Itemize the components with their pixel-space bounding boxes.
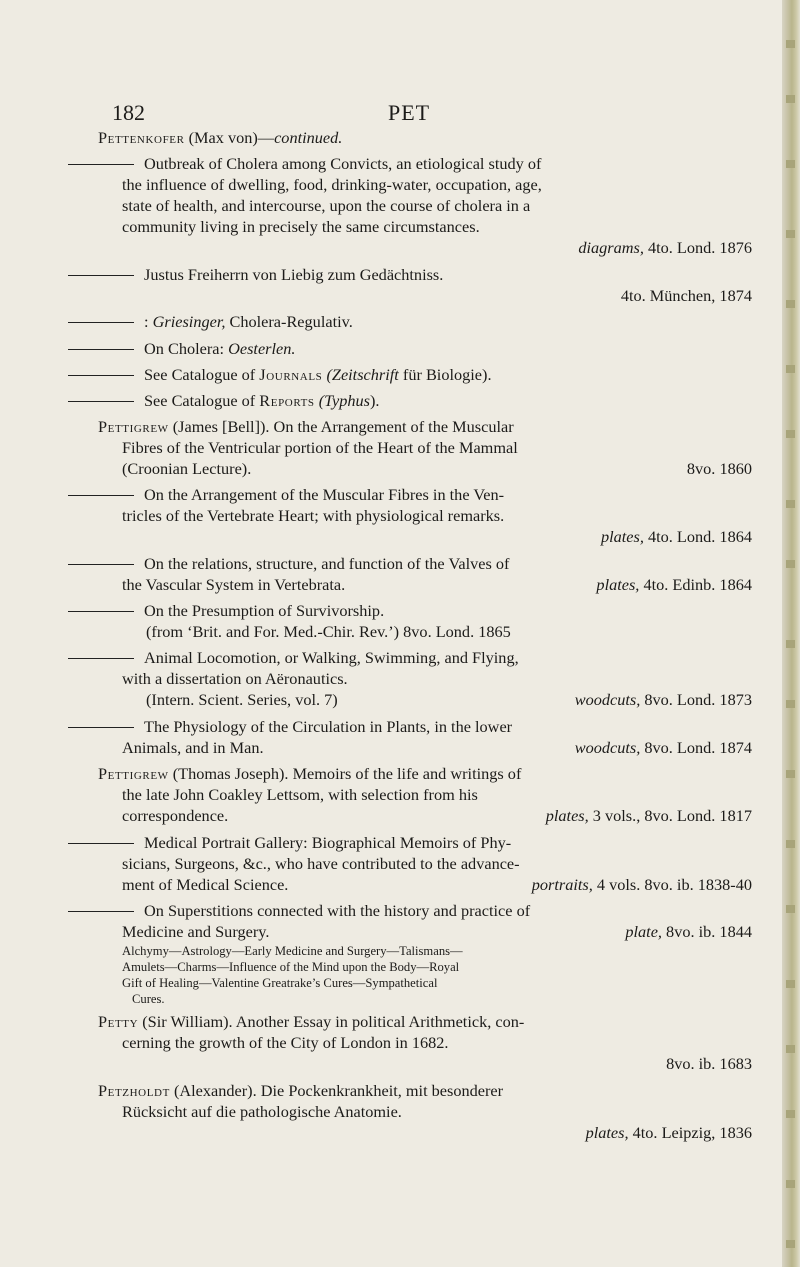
entry-text: On the Arrangement of the Muscular Fibres in the Ven- (144, 485, 505, 504)
entry-text: state of health, and intercourse, upon the course of cholera in a (122, 196, 531, 215)
page-number: 182 (112, 100, 145, 125)
entry-text: On the relations, structure, and function of the Valves of (144, 554, 510, 573)
imprint-text: 8vo. ib. 1844 (661, 922, 752, 941)
entry-text: with a dissertation on Aëronautics. (122, 669, 348, 688)
imprint-text: 4to. Lond. 1864 (643, 527, 752, 546)
entry-line (122, 437, 518, 458)
entry-line (68, 716, 512, 737)
edge-mark (786, 500, 795, 508)
imprint-text: 4to. Lond. 1876 (643, 238, 752, 257)
entry-text: the Vascular System in Vertebrata. (122, 575, 346, 594)
entry-text: Cholera-Regulativ. (225, 312, 353, 331)
entry-text: the influence of dwelling, food, drinking-water, occupation, age, (122, 175, 542, 194)
small-caps-text: Reports (259, 391, 315, 410)
edge-mark (786, 770, 795, 778)
entry-text: Rücksicht auf die pathologische Anatomie. (122, 1102, 402, 1121)
edge-mark (786, 1240, 795, 1248)
entry-text: (Croonian Lecture). (122, 459, 252, 478)
ditto-rule (68, 495, 134, 496)
ditto-rule (68, 658, 134, 659)
entry-text: für Biologie). (398, 365, 492, 384)
entry-line (68, 153, 541, 174)
page-edge (782, 0, 800, 1267)
italic-text: Oesterlen. (228, 339, 296, 358)
imprint-group (625, 921, 752, 942)
italic-text: plates, (600, 527, 644, 546)
imprint-group (575, 689, 752, 710)
entry-line (122, 458, 251, 479)
italic-text: continued. (274, 128, 343, 147)
entry-line (68, 647, 519, 668)
italic-text: plates, (585, 1123, 629, 1142)
entry-text: (from ‘Brit. and For. Med.-Chir. Rev.’) 8vo. Lond. 1865 (146, 622, 511, 641)
ditto-rule (68, 911, 134, 912)
author-name: Pettigrew (98, 417, 169, 436)
italic-text: woodcuts, (574, 690, 641, 709)
author-name: Pettigrew (98, 764, 169, 783)
edge-mark (786, 95, 795, 103)
edge-mark (786, 560, 795, 568)
imprint-group (532, 874, 752, 895)
italic-text: woodcuts, (574, 738, 641, 757)
page-header (0, 100, 782, 130)
italic-text: plates, (596, 575, 640, 594)
entry-line (122, 505, 504, 526)
italic-text: Griesinger, (152, 312, 226, 331)
entry-text: cerning the growth of the City of London in 1682. (122, 1033, 449, 1052)
entry-text: Animal Locomotion, or Walking, Swimming, and Flying, (144, 648, 519, 667)
entry-line (68, 390, 379, 411)
entry-text: correspondence. (122, 806, 229, 825)
entry-line (122, 1032, 448, 1053)
edge-mark (786, 1045, 795, 1053)
edge-mark (786, 40, 795, 48)
entry-line (666, 1053, 752, 1074)
author-name: Petty (98, 1012, 139, 1031)
contents-note (122, 943, 463, 959)
imprint-group (687, 458, 752, 479)
entry-heading (98, 127, 342, 148)
entry-text: (Thomas Joseph). Memoirs of the life and writings of (168, 764, 522, 783)
italic-text: (Typhus (314, 391, 370, 410)
edge-mark (786, 430, 795, 438)
imprint-text: 8vo. Lond. 1874 (640, 738, 752, 757)
entry-text: ment of Medical Science. (122, 875, 289, 894)
entry-line (601, 526, 752, 547)
edge-mark (786, 1180, 795, 1188)
imprint-group (546, 805, 752, 826)
entry-line (122, 921, 269, 942)
entry-text: tricles of the Vertebrate Heart; with physiological remarks. (122, 506, 505, 525)
ditto-rule (68, 349, 134, 350)
entry-text: (Max von)— (184, 128, 275, 147)
ditto-rule (68, 727, 134, 728)
entry-text: (James [Bell]). On the Arrangement of the Muscular (168, 417, 514, 436)
entry-line (122, 668, 348, 689)
edge-mark (786, 905, 795, 913)
entry-text: On the Presumption of Survivorship. (144, 601, 385, 620)
entry-text: On Cholera: (144, 339, 229, 358)
imprint-text: 4to. München, 1874 (620, 286, 752, 305)
entry-line (68, 600, 384, 621)
ditto-rule (68, 843, 134, 844)
entry-text: Fibres of the Ventricular portion of the Heart of the Mammal (122, 438, 518, 457)
running-head: PET (388, 100, 431, 125)
entry-text: community living in precisely the same circumstances. (122, 217, 480, 236)
entry-line (68, 338, 295, 359)
entry-text: Outbreak of Cholera among Convicts, an etiological study of (144, 154, 542, 173)
italic-text: plate, (625, 922, 662, 941)
edge-mark (786, 365, 795, 373)
entry-text: Justus Freiherrn von Liebig zum Gedächtniss. (144, 265, 444, 284)
entry-text: ). (369, 391, 380, 410)
entry-line (122, 174, 542, 195)
imprint-text: 3 vols., 8vo. Lond. 1817 (588, 806, 752, 825)
entry-text: See Catalogue of (144, 391, 260, 410)
ditto-rule (68, 564, 134, 565)
entry-text: the late John Coakley Lettsom, with selection from his (122, 785, 478, 804)
entry-text: The Physiology of the Circulation in Plants, in the lower (144, 717, 513, 736)
entry-text: On Superstitions connected with the history and practice of (144, 901, 531, 920)
imprint-group (596, 574, 752, 595)
edge-mark (786, 160, 795, 168)
entry-line (146, 621, 511, 642)
note-text: Gift of Healing—Valentine Greatrake’s Cures—Sympathetical (122, 976, 438, 990)
entry-line (621, 285, 752, 306)
entry-line (68, 264, 443, 285)
italic-text: portraits, (531, 875, 593, 894)
ditto-rule (68, 401, 134, 402)
edge-mark (786, 300, 795, 308)
entry-line (122, 874, 288, 895)
imprint-group (575, 737, 752, 758)
italic-text: (Zeitschrift (322, 365, 399, 384)
note-text: Alchymy—Astrology—Early Medicine and Surgery—Talismans— (122, 944, 463, 958)
imprint-text: 4to. Edinb. 1864 (639, 575, 752, 594)
entry-line (122, 853, 520, 874)
entry-line (122, 574, 345, 595)
entry-text: (Sir William). Another Essay in political Arithmetick, con- (138, 1012, 525, 1031)
ditto-rule (68, 375, 134, 376)
entry-line (122, 784, 478, 805)
contents-note (122, 959, 459, 975)
entry-line (122, 195, 530, 216)
entry-heading (98, 1080, 503, 1101)
edge-mark (786, 700, 795, 708)
contents-note (122, 975, 437, 991)
entry-text: Medical Portrait Gallery: Biographical Memoirs of Phy- (144, 833, 512, 852)
edge-mark (786, 640, 795, 648)
edge-mark (786, 840, 795, 848)
edge-mark (786, 980, 795, 988)
entry-line (68, 484, 504, 505)
entry-text: (Alexander). Die Pockenkrankheit, mit besonderer (169, 1081, 504, 1100)
author-name: Petzholdt (98, 1081, 170, 1100)
entry-line (68, 311, 353, 332)
note-text: Amulets—Charms—Influence of the Mind upon the Body—Royal (122, 960, 460, 974)
author-name: Pettenkofer (98, 128, 185, 147)
entry-line (122, 805, 228, 826)
imprint-text: 4 vols. 8vo. ib. 1838-40 (592, 875, 752, 894)
entry-text: sicians, Surgeons, &c., who have contributed to the advance- (122, 854, 520, 873)
entry-text: Medicine and Surgery. (122, 922, 270, 941)
entry-line (146, 689, 338, 710)
imprint-text: 8vo. ib. 1683 (666, 1054, 752, 1073)
entry-line (122, 1101, 402, 1122)
edge-mark (786, 1110, 795, 1118)
entry-text: See Catalogue of (144, 365, 260, 384)
ditto-rule (68, 275, 134, 276)
ditto-rule (68, 322, 134, 323)
ditto-rule (68, 164, 134, 165)
entry-line (68, 364, 492, 385)
ditto-rule (68, 611, 134, 612)
italic-text: plates, (545, 806, 589, 825)
entry-text: Animals, and in Man. (122, 738, 264, 757)
imprint-text: 8vo. Lond. 1873 (640, 690, 752, 709)
entry-line (122, 216, 480, 237)
imprint-text: 4to. Leipzig, 1836 (628, 1123, 752, 1142)
entry-text: (Intern. Scient. Series, vol. 7) (146, 690, 338, 709)
entry-heading (98, 1011, 524, 1032)
entry-line (68, 832, 511, 853)
entry-line (68, 553, 509, 574)
entry-heading (98, 416, 514, 437)
imprint-text: 8vo. 1860 (686, 459, 752, 478)
entry-line (122, 737, 264, 758)
edge-mark (786, 230, 795, 238)
entry-heading (98, 763, 521, 784)
entry-line (586, 1122, 752, 1143)
entry-line (578, 237, 752, 258)
note-text: Cures. (132, 992, 165, 1006)
small-caps-text: Journals (259, 365, 323, 384)
italic-text: diagrams, (578, 238, 644, 257)
contents-note (132, 991, 165, 1007)
entry-text: : (144, 312, 153, 331)
entry-line (68, 900, 530, 921)
